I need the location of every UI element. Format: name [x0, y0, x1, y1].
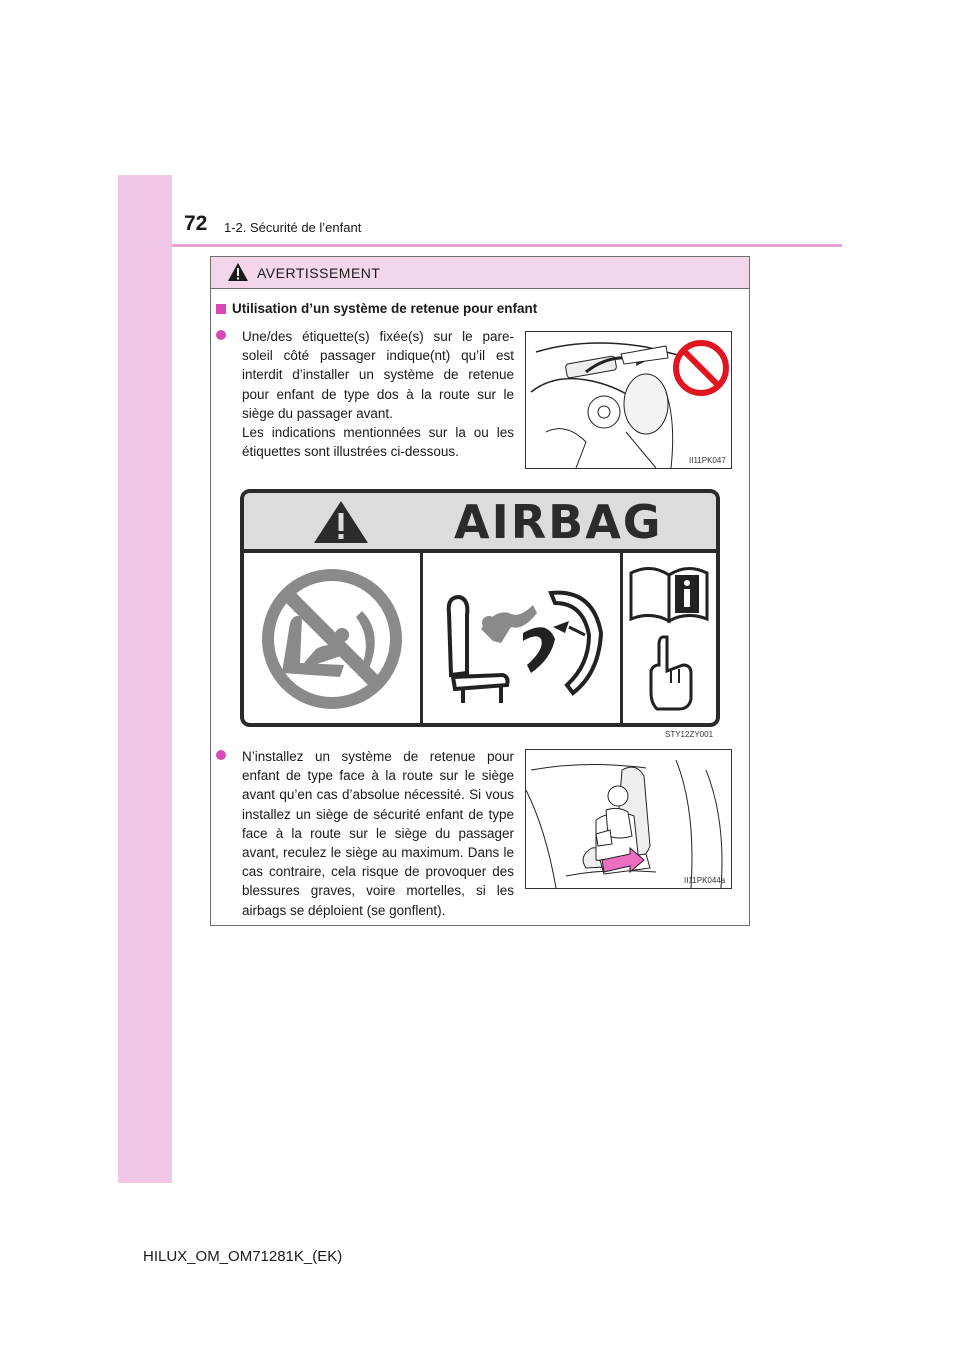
- label-panel-prohibited: [244, 553, 420, 723]
- header-rule: [172, 244, 842, 247]
- sun-visor-illustration: [526, 332, 731, 468]
- figure-code: II11PK044a: [684, 876, 726, 885]
- warning-box: [210, 256, 750, 926]
- warning-triangle-icon: [227, 262, 249, 282]
- owners-manual-icon: [623, 553, 716, 723]
- page-number: 72: [184, 212, 208, 235]
- round-bullet-icon: [216, 750, 226, 760]
- label-panel-airbag-deploy: [423, 553, 620, 723]
- airbag-label-code: STY12ZY001: [665, 730, 714, 739]
- airbag-label: [240, 489, 720, 727]
- figure-code: II11PK047: [689, 456, 726, 465]
- item-1-text: [242, 327, 514, 461]
- warning-header: [211, 257, 749, 289]
- child-seat-illustration: [526, 750, 731, 888]
- section-title: 1-2. Sécurité de l’enfant: [224, 220, 362, 235]
- airbag-label-header: [244, 493, 716, 553]
- airbag-deploy-icon: [423, 553, 620, 723]
- item-2-text: N’installez un système de retenue pour enfant de type face à la route sur le siège avant qu’en cas d’absolue nécessité. Si vous installez un siège de sécurité enfant de type face à la route sur le siège du passager avant, reculez le siège au maximum. Dans le cas contraire, cela risque de provoquer des blessures graves, voire mortelles, si les airbags se déploient (se gonflent).: [242, 749, 514, 918]
- warning-subheading: [216, 301, 537, 316]
- airbag-label-heading: AIRBAG: [454, 495, 663, 549]
- item-1-paragraph: Une/des étiquette(s) fixée(s) sur le pare-soleil côté passager indique(nt) qu’il est interdit d’installer un système de retenue pour enfant de type dos à la route sur le siège du passager avant.: [242, 329, 514, 421]
- round-bullet-icon: [216, 330, 226, 340]
- square-bullet-icon: [216, 304, 226, 314]
- child-seat-figure: [525, 749, 732, 889]
- document-id: HILUX_OM_OM71281K_(EK): [143, 1248, 343, 1265]
- warning-triangle-icon: [312, 499, 370, 545]
- subheading-text: Utilisation d’un système de retenue pour enfant: [232, 301, 538, 316]
- no-rear-facing-seat-icon: [244, 553, 420, 723]
- label-panel-manual: [623, 553, 716, 723]
- sun-visor-figure: [525, 331, 732, 469]
- item-1-note: Les indications mentionnées sur la ou les étiquettes sont illustrées ci-dessous.: [242, 425, 514, 460]
- warning-title: AVERTISSEMENT: [257, 265, 381, 281]
- side-strip: [118, 175, 172, 1183]
